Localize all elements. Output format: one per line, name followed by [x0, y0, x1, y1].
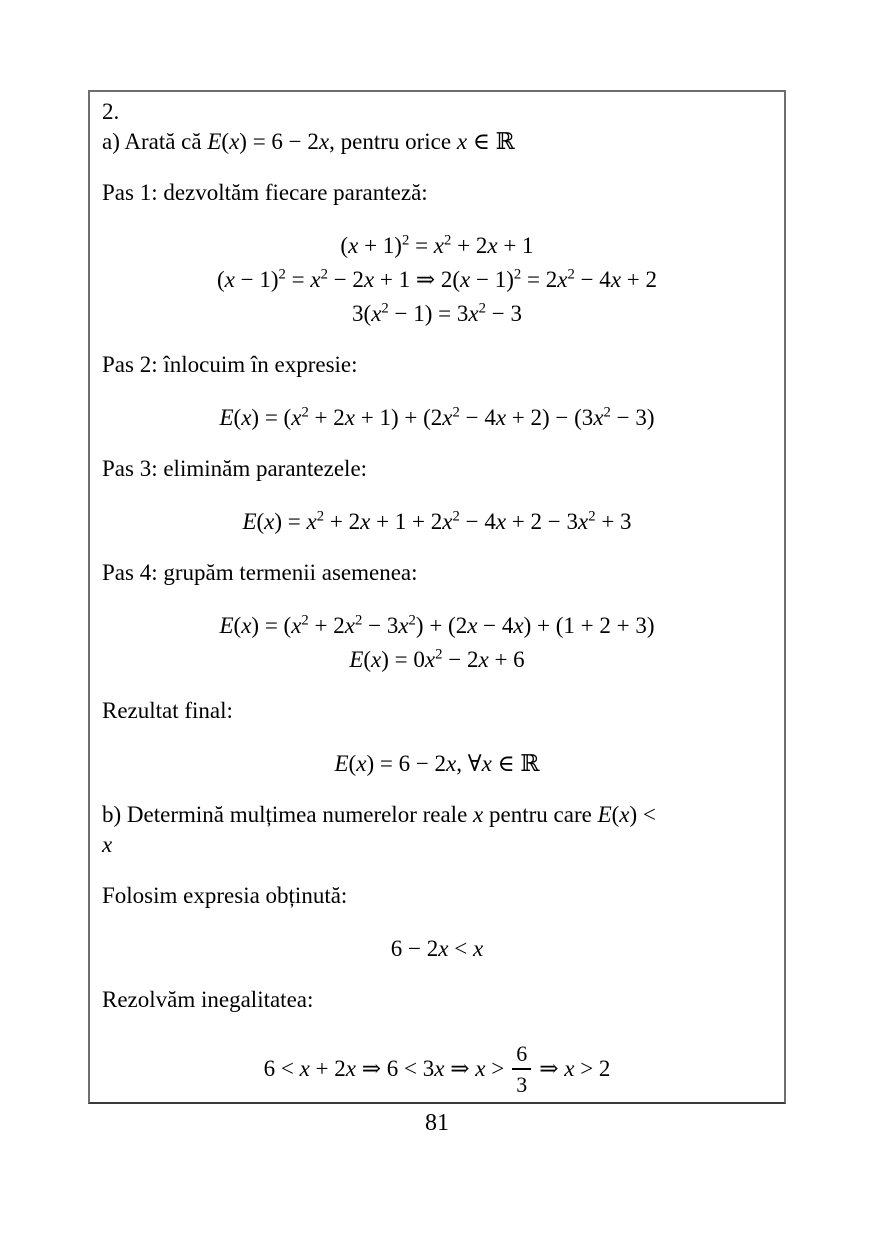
step2-equation: $E(x) = (x^2 + 2x + 1) + (2x^2 - 4x + 2) - (3x^2 - 3)$ [219, 404, 655, 430]
step2-label: Pas 2: înlocuim în expresie: [102, 352, 358, 377]
use-expression-equations [102, 932, 772, 966]
result-equations [102, 747, 772, 781]
step2-equations [102, 401, 772, 435]
statement-text-run: pentru care [483, 802, 598, 827]
step3-equations [102, 505, 772, 539]
step4-equation-line2: $E(x) = 0x^2 - 2x + 6$ [349, 646, 525, 672]
statement-math-run: E(x) < [597, 802, 656, 827]
solve-label: Rezolvăm inegalitatea: [102, 987, 314, 1012]
inequality-chain-after: ⇒ x > 2 [539, 1056, 611, 1081]
step1-label: Pas 1: dezvoltăm fiecare paranteză: [102, 180, 428, 205]
step1-equation-line2: $(x - 1)^2 = x^2 - 2x + 1$ ⇒ $2(x - 1)^2 = 2x^2 - 4x + 2$ [216, 266, 658, 292]
inequality-equation: 6 − 2x < x [390, 936, 484, 961]
statement-math-run: x [473, 802, 484, 827]
result-equation: E(x) = 6 − 2x, ∀x ∈ ℝ [334, 751, 540, 776]
step4-equation-line1: $E(x) = (x^2 + 2x^2 - 3x^2) + (2x - 4x) + (1 + 2 + 3)$ [219, 612, 655, 638]
use-expression-label: Folosim expresia obținută: [102, 883, 348, 908]
step1-equations [102, 229, 772, 331]
final-inequality-chain [102, 1036, 772, 1102]
statement-text-run: b) Determină mulțimea numerelor reale [102, 802, 474, 827]
problem-number: 2. [102, 99, 120, 124]
fraction-numerator: 6 [512, 1040, 531, 1070]
result-label: Rezultat final: [102, 698, 233, 723]
statement-math-run: E(x) = 6 − 2x [207, 129, 330, 154]
problem-solution-box [88, 90, 786, 1104]
inequality-chain-before: 6 < x + 2x ⇒ 6 < 3x ⇒ x > [263, 1056, 505, 1081]
part-a-statement [102, 127, 772, 157]
step3-label: Pas 3: eliminăm parantezele: [102, 456, 368, 481]
statement-math-run: x [102, 832, 113, 857]
statement-text-run: , pentru orice [329, 129, 457, 154]
part-b-statement [102, 800, 772, 860]
step3-equation: $E(x) = x^2 + 2x + 1 + 2x^2 - 4x + 2 - 3x^2 + 3$ [242, 508, 632, 534]
statement-math-run: x ∈ ℝ [456, 129, 515, 154]
fraction-six-over-three [512, 1040, 531, 1098]
page-number: 81 [425, 1110, 449, 1136]
step1-equation-line3: $3(x^2 - 1) = 3x^2 - 3$ [352, 300, 522, 326]
step1-equation-line1: $(x + 1)^2 = x^2 + 2x + 1$ [340, 232, 534, 258]
step4-equations [102, 609, 772, 677]
statement-text-run: a) Arată că [102, 129, 208, 154]
step4-label: Pas 4: grupăm termenii asemenea: [102, 560, 418, 585]
fraction-denominator: 3 [516, 1072, 528, 1097]
